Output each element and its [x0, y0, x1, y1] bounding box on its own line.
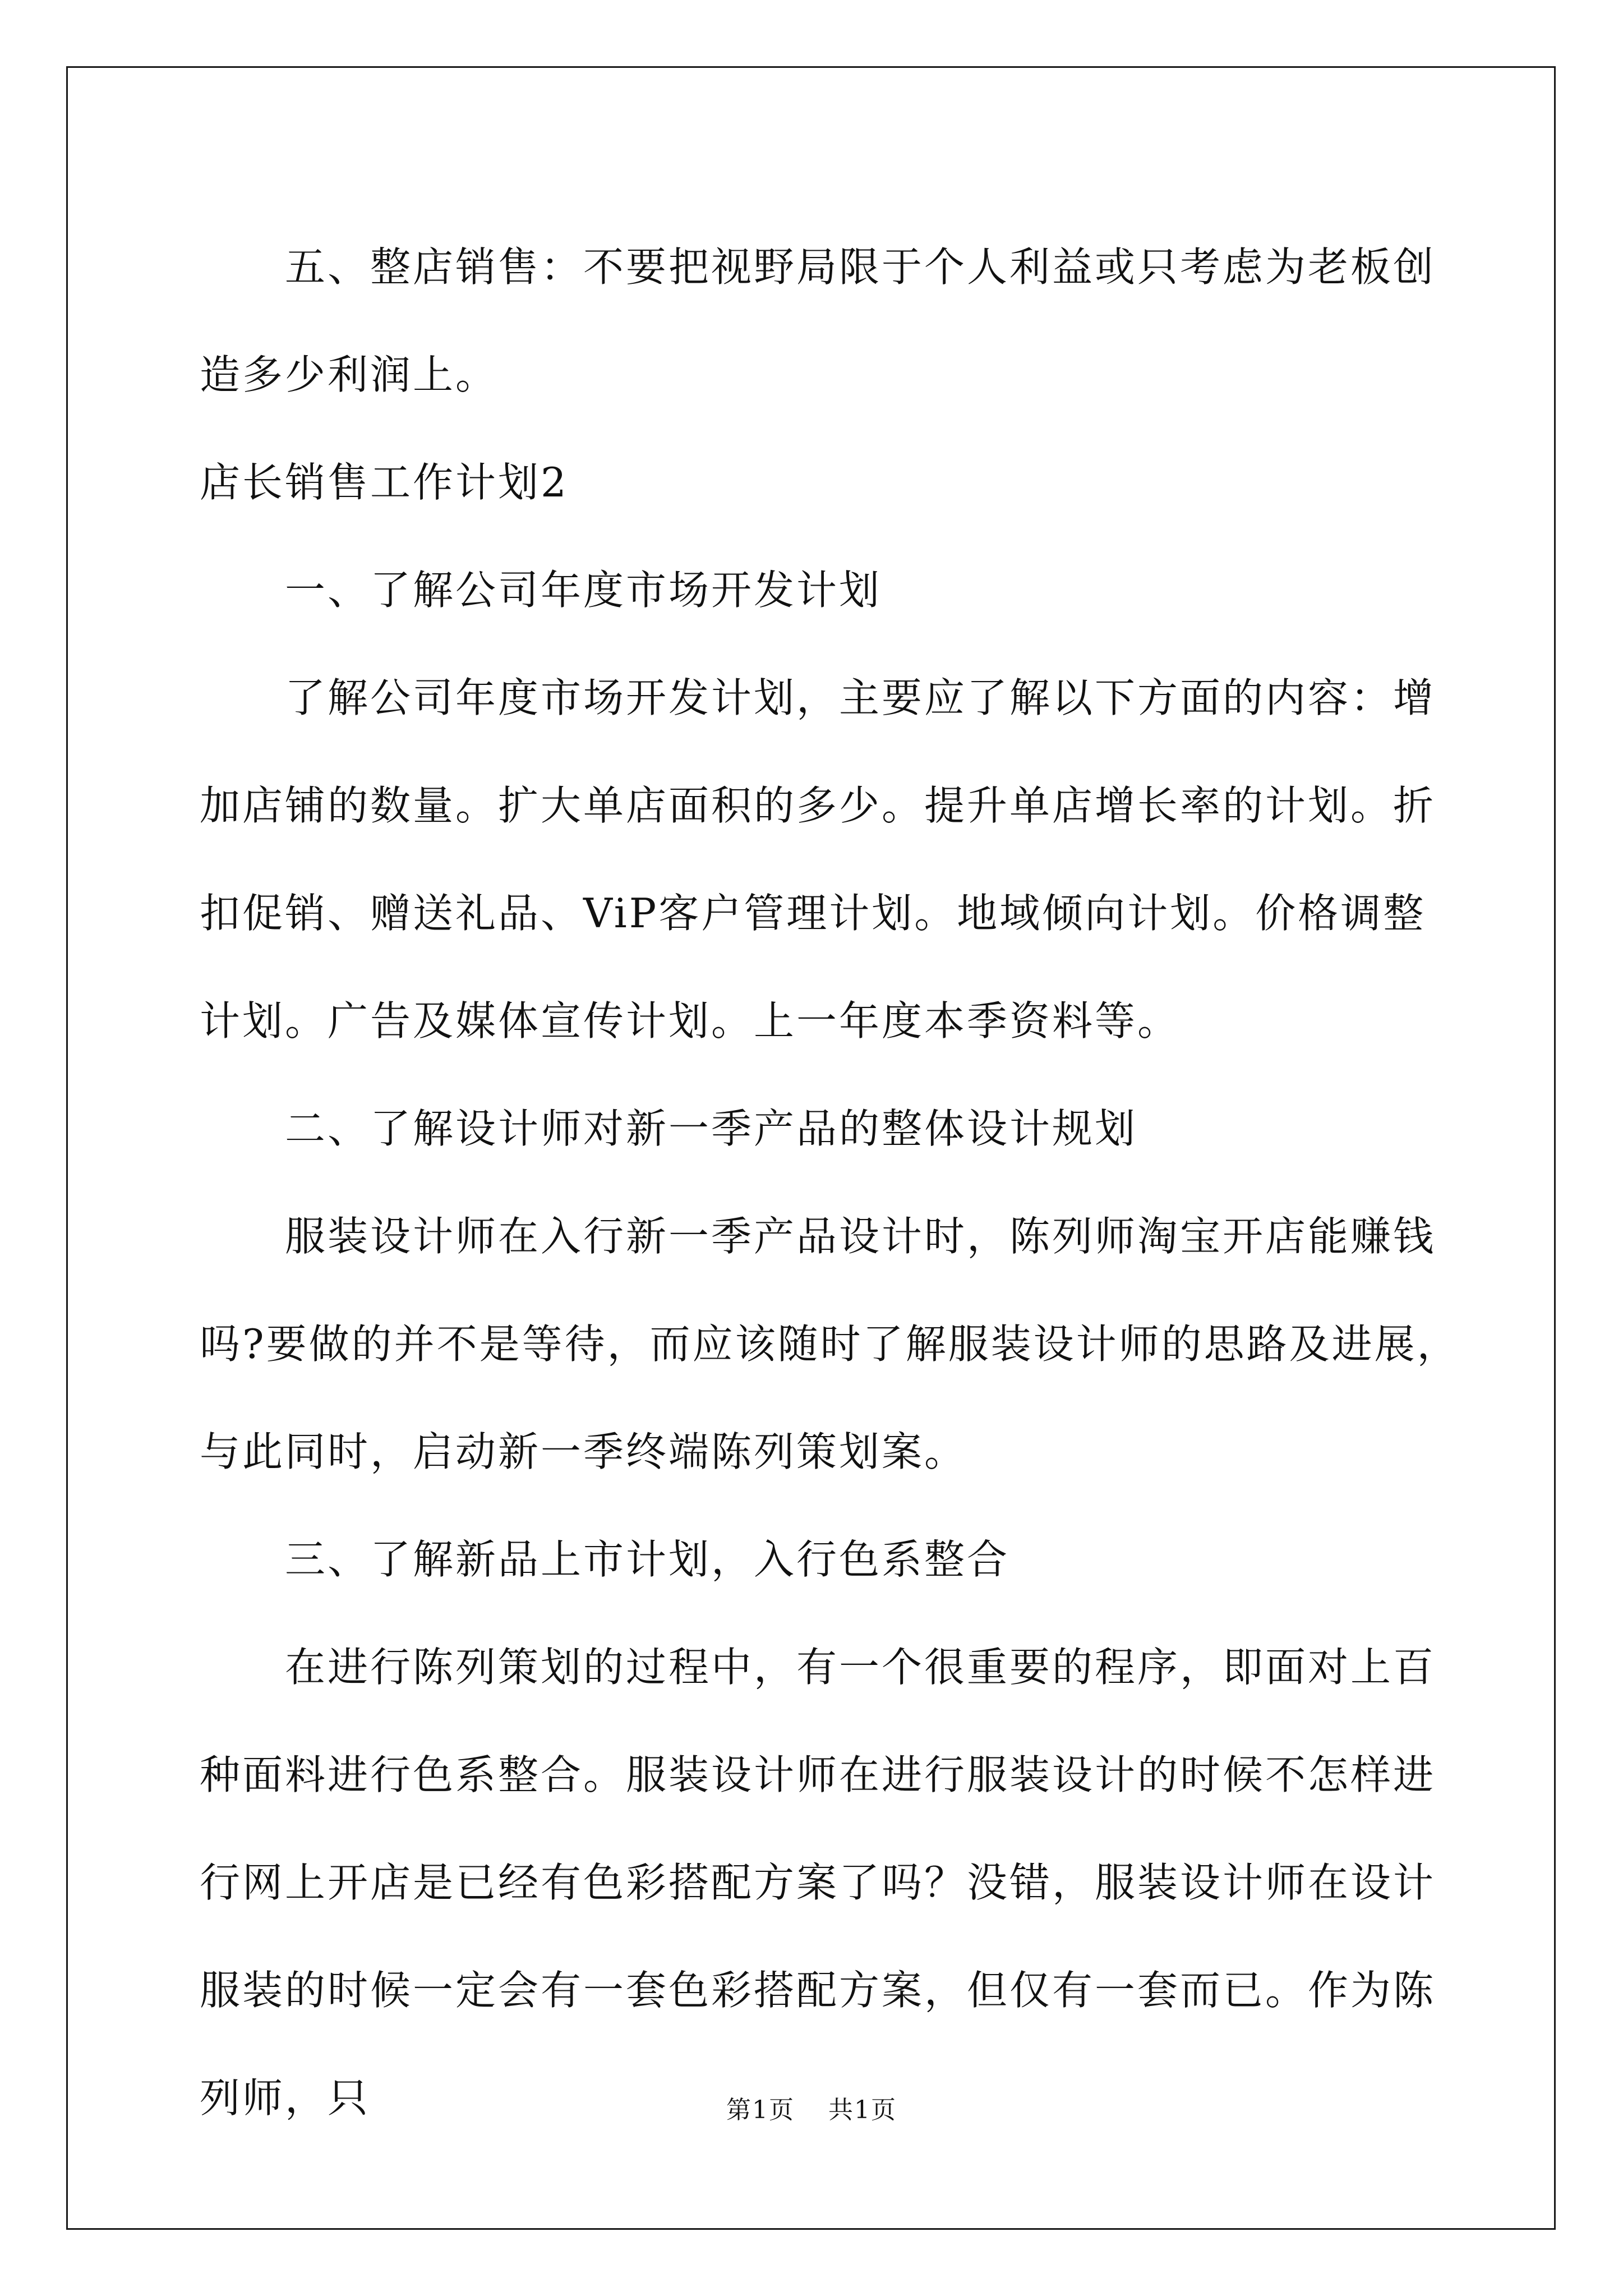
page-total: 共1页	[828, 2096, 897, 2124]
paragraph-6: 三、了解新品上市计划，入行色系整合	[285, 1536, 1010, 1583]
paragraph-3: 了解公司年度市场开发计划，主要应了解以下方面的内容：增加店铺的数量。扩大单店面积的多少。提升单店增长率的计划。折扣促销、赠送礼品、ViP客户管理计划。地域倾向计划。价格调整计划。广告及媒体宣传计划。上一年度本季资料等。	[200, 674, 1436, 1045]
page-number: 第1页	[726, 2096, 795, 2124]
paragraph-5: 服装设计师在入行新一季产品设计时，陈列师淘宝开店能赚钱吗?要做的并不是等待，而应该随时了解服装设计师的思路及进展，与此同时，启动新一季终端陈列策划案。	[200, 1213, 1460, 1475]
paragraph-2: 一、了解公司年度市场开发计划	[285, 567, 882, 614]
page-footer	[0, 2090, 1623, 2125]
paragraph-4: 二、了解设计师对新一季产品的整体设计规划	[285, 1105, 1138, 1152]
paragraph-1: 五、整店销售：不要把视野局限于个人利益或只考虑为老板创造多少利润上。	[200, 243, 1436, 398]
paragraph-7: 在进行陈列策划的过程中，有一个很重要的程序，即面对上百种面料进行色系整合。服装设计师在进行服装设计的时候不怎样进行网上开店是已经有色彩搭配方案了吗？没错，服装设计师在设计服装的时候一定会有一套色彩搭配方案，但仅有一套而已。作为陈列师，只	[200, 1644, 1436, 2122]
section-heading: 店长销售工作计划2	[200, 459, 569, 506]
document-body	[200, 213, 1461, 2152]
